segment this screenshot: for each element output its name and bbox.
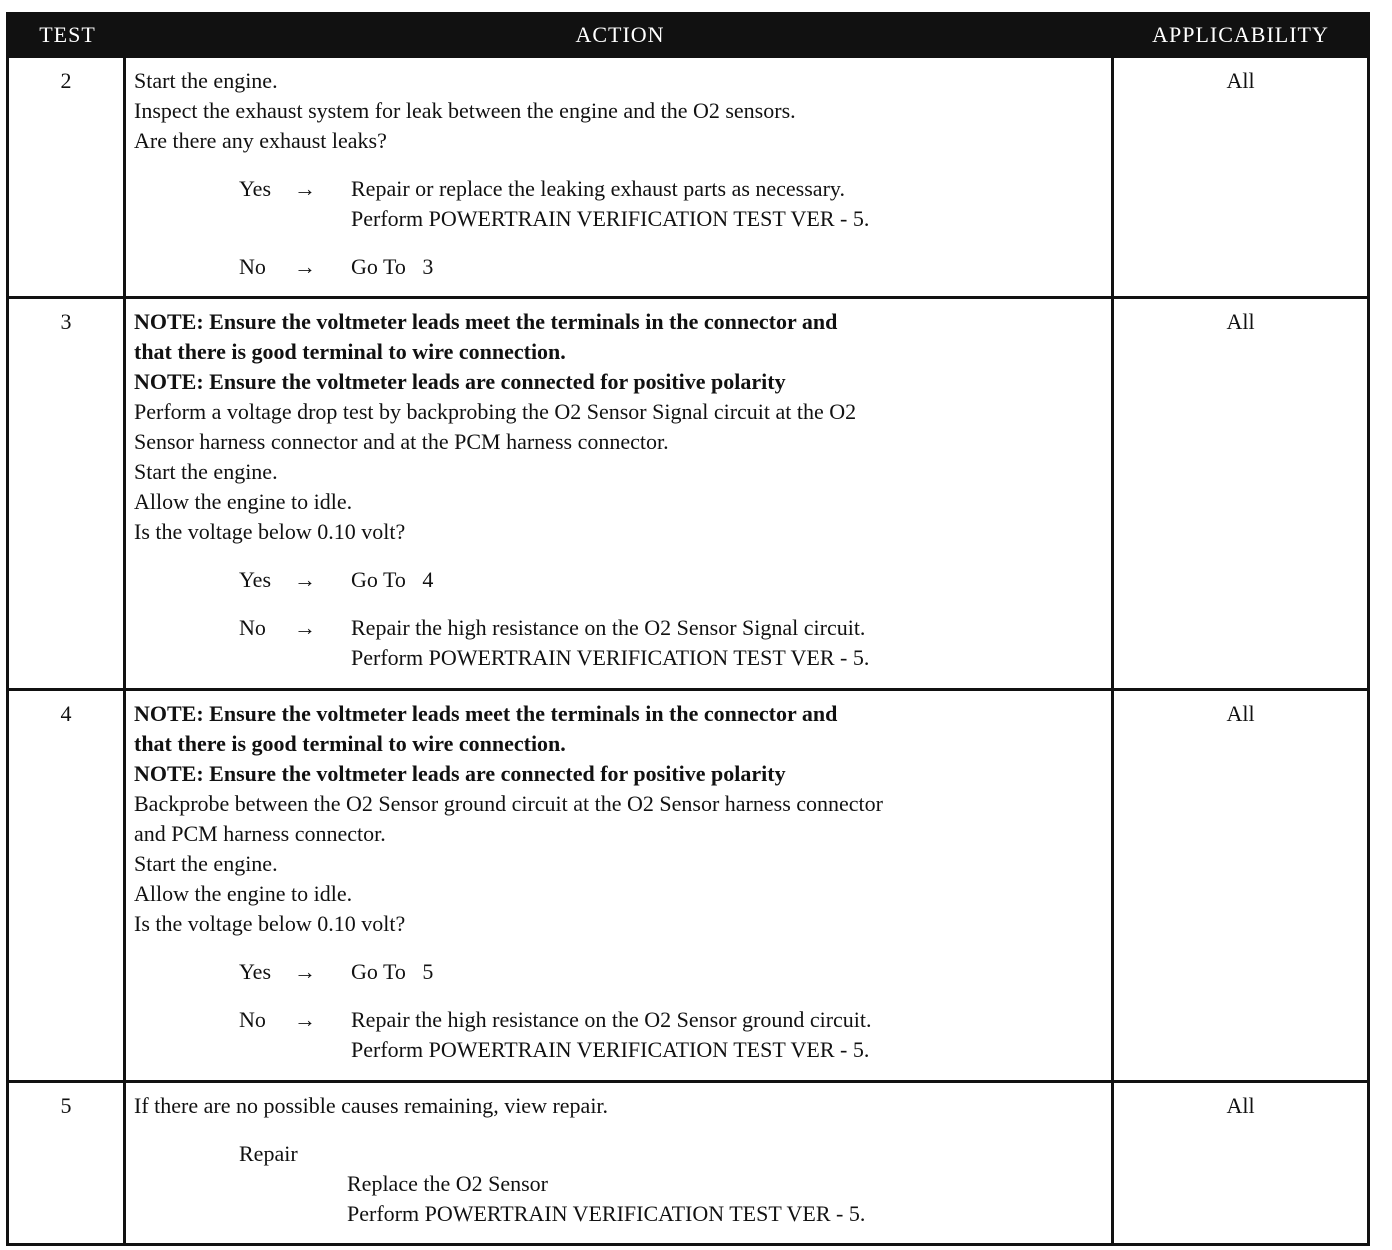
applicability-cell: All <box>1226 701 1255 726</box>
table-row-test-4 <box>9 688 1367 1080</box>
repair-label: Repair <box>239 1141 298 1166</box>
arrow-icon: → <box>294 567 316 592</box>
applicability-cell: All <box>1226 1093 1255 1118</box>
note-line: NOTE: Ensure the voltmeter leads are connected for positive polarity <box>134 761 786 786</box>
answer-body <box>351 1005 1105 1065</box>
answer-line: Perform POWERTRAIN VERIFICATION TEST VER - 5. <box>351 1037 870 1062</box>
answer-line: Go To 3 <box>351 254 434 279</box>
answer-label: No <box>239 615 266 640</box>
diagnostic-test-table <box>6 12 1370 1246</box>
action-line: Perform a voltage drop test by backprobing the O2 Sensor Signal circuit at the O2 <box>134 399 857 424</box>
action-line: If there are no possible causes remaining, view repair. <box>134 1093 609 1118</box>
answer-body <box>351 565 1105 595</box>
test-number: 4 <box>9 691 126 1080</box>
action-line: Start the engine. <box>134 851 278 876</box>
action-line: Is the voltage below 0.10 volt? <box>134 519 406 544</box>
header-test: TEST <box>39 22 96 47</box>
action-line: Start the engine. <box>134 68 278 93</box>
answer-line: Repair or replace the leaking exhaust parts as necessary. <box>351 176 845 201</box>
arrow-icon: → <box>294 254 316 279</box>
answer-label: Yes <box>239 959 272 984</box>
answer-body <box>351 252 1105 282</box>
action-line: Inspect the exhaust system for leak between the engine and the O2 sensors. <box>134 98 796 123</box>
answer-yes <box>134 565 1105 595</box>
arrow-icon: → <box>294 959 316 984</box>
table-row-test-2 <box>9 55 1367 296</box>
action-line: and PCM harness connector. <box>134 821 386 846</box>
answer-no <box>134 1005 1105 1065</box>
answer-line: Perform POWERTRAIN VERIFICATION TEST VER - 5. <box>351 645 870 670</box>
repair-line: Perform POWERTRAIN VERIFICATION TEST VER - 5. <box>347 1201 866 1226</box>
test-number: 3 <box>9 299 126 688</box>
answer-line: Repair the high resistance on the O2 Sensor ground circuit. <box>351 1007 872 1032</box>
action-line: Sensor harness connector and at the PCM harness connector. <box>134 429 669 454</box>
table-header <box>9 15 1367 55</box>
answer-no <box>134 252 1105 282</box>
action-line: Are there any exhaust leaks? <box>134 128 387 153</box>
note-line: that there is good terminal to wire connection. <box>134 339 566 364</box>
test-number: 2 <box>9 58 126 296</box>
action-line: Allow the engine to idle. <box>134 881 353 906</box>
header-action: ACTION <box>575 22 665 47</box>
answer-label: Yes <box>239 176 272 201</box>
answer-body <box>351 957 1105 987</box>
action-line: Start the engine. <box>134 459 278 484</box>
arrow-icon: → <box>294 176 316 201</box>
repair-block <box>134 1139 1105 1229</box>
arrow-icon: → <box>294 615 316 640</box>
note-line: NOTE: Ensure the voltmeter leads meet the terminals in the connector and <box>134 309 838 334</box>
note-line: that there is good terminal to wire connection. <box>134 731 566 756</box>
answer-body <box>351 174 1105 234</box>
answer-label: Yes <box>239 567 272 592</box>
applicability-cell: All <box>1226 309 1255 334</box>
answer-label: No <box>239 254 266 279</box>
table-row-test-5 <box>9 1080 1367 1243</box>
action-cell <box>126 58 1114 296</box>
test-number: 5 <box>9 1083 126 1243</box>
action-line: Is the voltage below 0.10 volt? <box>134 911 406 936</box>
answer-line: Repair the high resistance on the O2 Sensor Signal circuit. <box>351 615 866 640</box>
repair-line: Replace the O2 Sensor <box>347 1171 548 1196</box>
action-cell <box>126 1083 1114 1243</box>
action-cell <box>126 691 1114 1080</box>
answer-label: No <box>239 1007 266 1032</box>
applicability-cell: All <box>1226 68 1255 93</box>
answer-body <box>351 613 1105 673</box>
header-applicability: APPLICABILITY <box>1152 22 1329 47</box>
action-line: Backprobe between the O2 Sensor ground circuit at the O2 Sensor harness connector <box>134 791 883 816</box>
answer-no <box>134 613 1105 673</box>
answer-yes <box>134 174 1105 234</box>
answer-yes <box>134 957 1105 987</box>
repair-body <box>239 1169 1105 1229</box>
table-row-test-3 <box>9 296 1367 688</box>
action-line: Allow the engine to idle. <box>134 489 353 514</box>
answer-line: Go To 5 <box>351 959 434 984</box>
note-line: NOTE: Ensure the voltmeter leads meet the terminals in the connector and <box>134 701 838 726</box>
answer-line: Perform POWERTRAIN VERIFICATION TEST VER - 5. <box>351 206 870 231</box>
answer-line: Go To 4 <box>351 567 434 592</box>
note-line: NOTE: Ensure the voltmeter leads are connected for positive polarity <box>134 369 786 394</box>
arrow-icon: → <box>294 1007 316 1032</box>
action-cell <box>126 299 1114 688</box>
